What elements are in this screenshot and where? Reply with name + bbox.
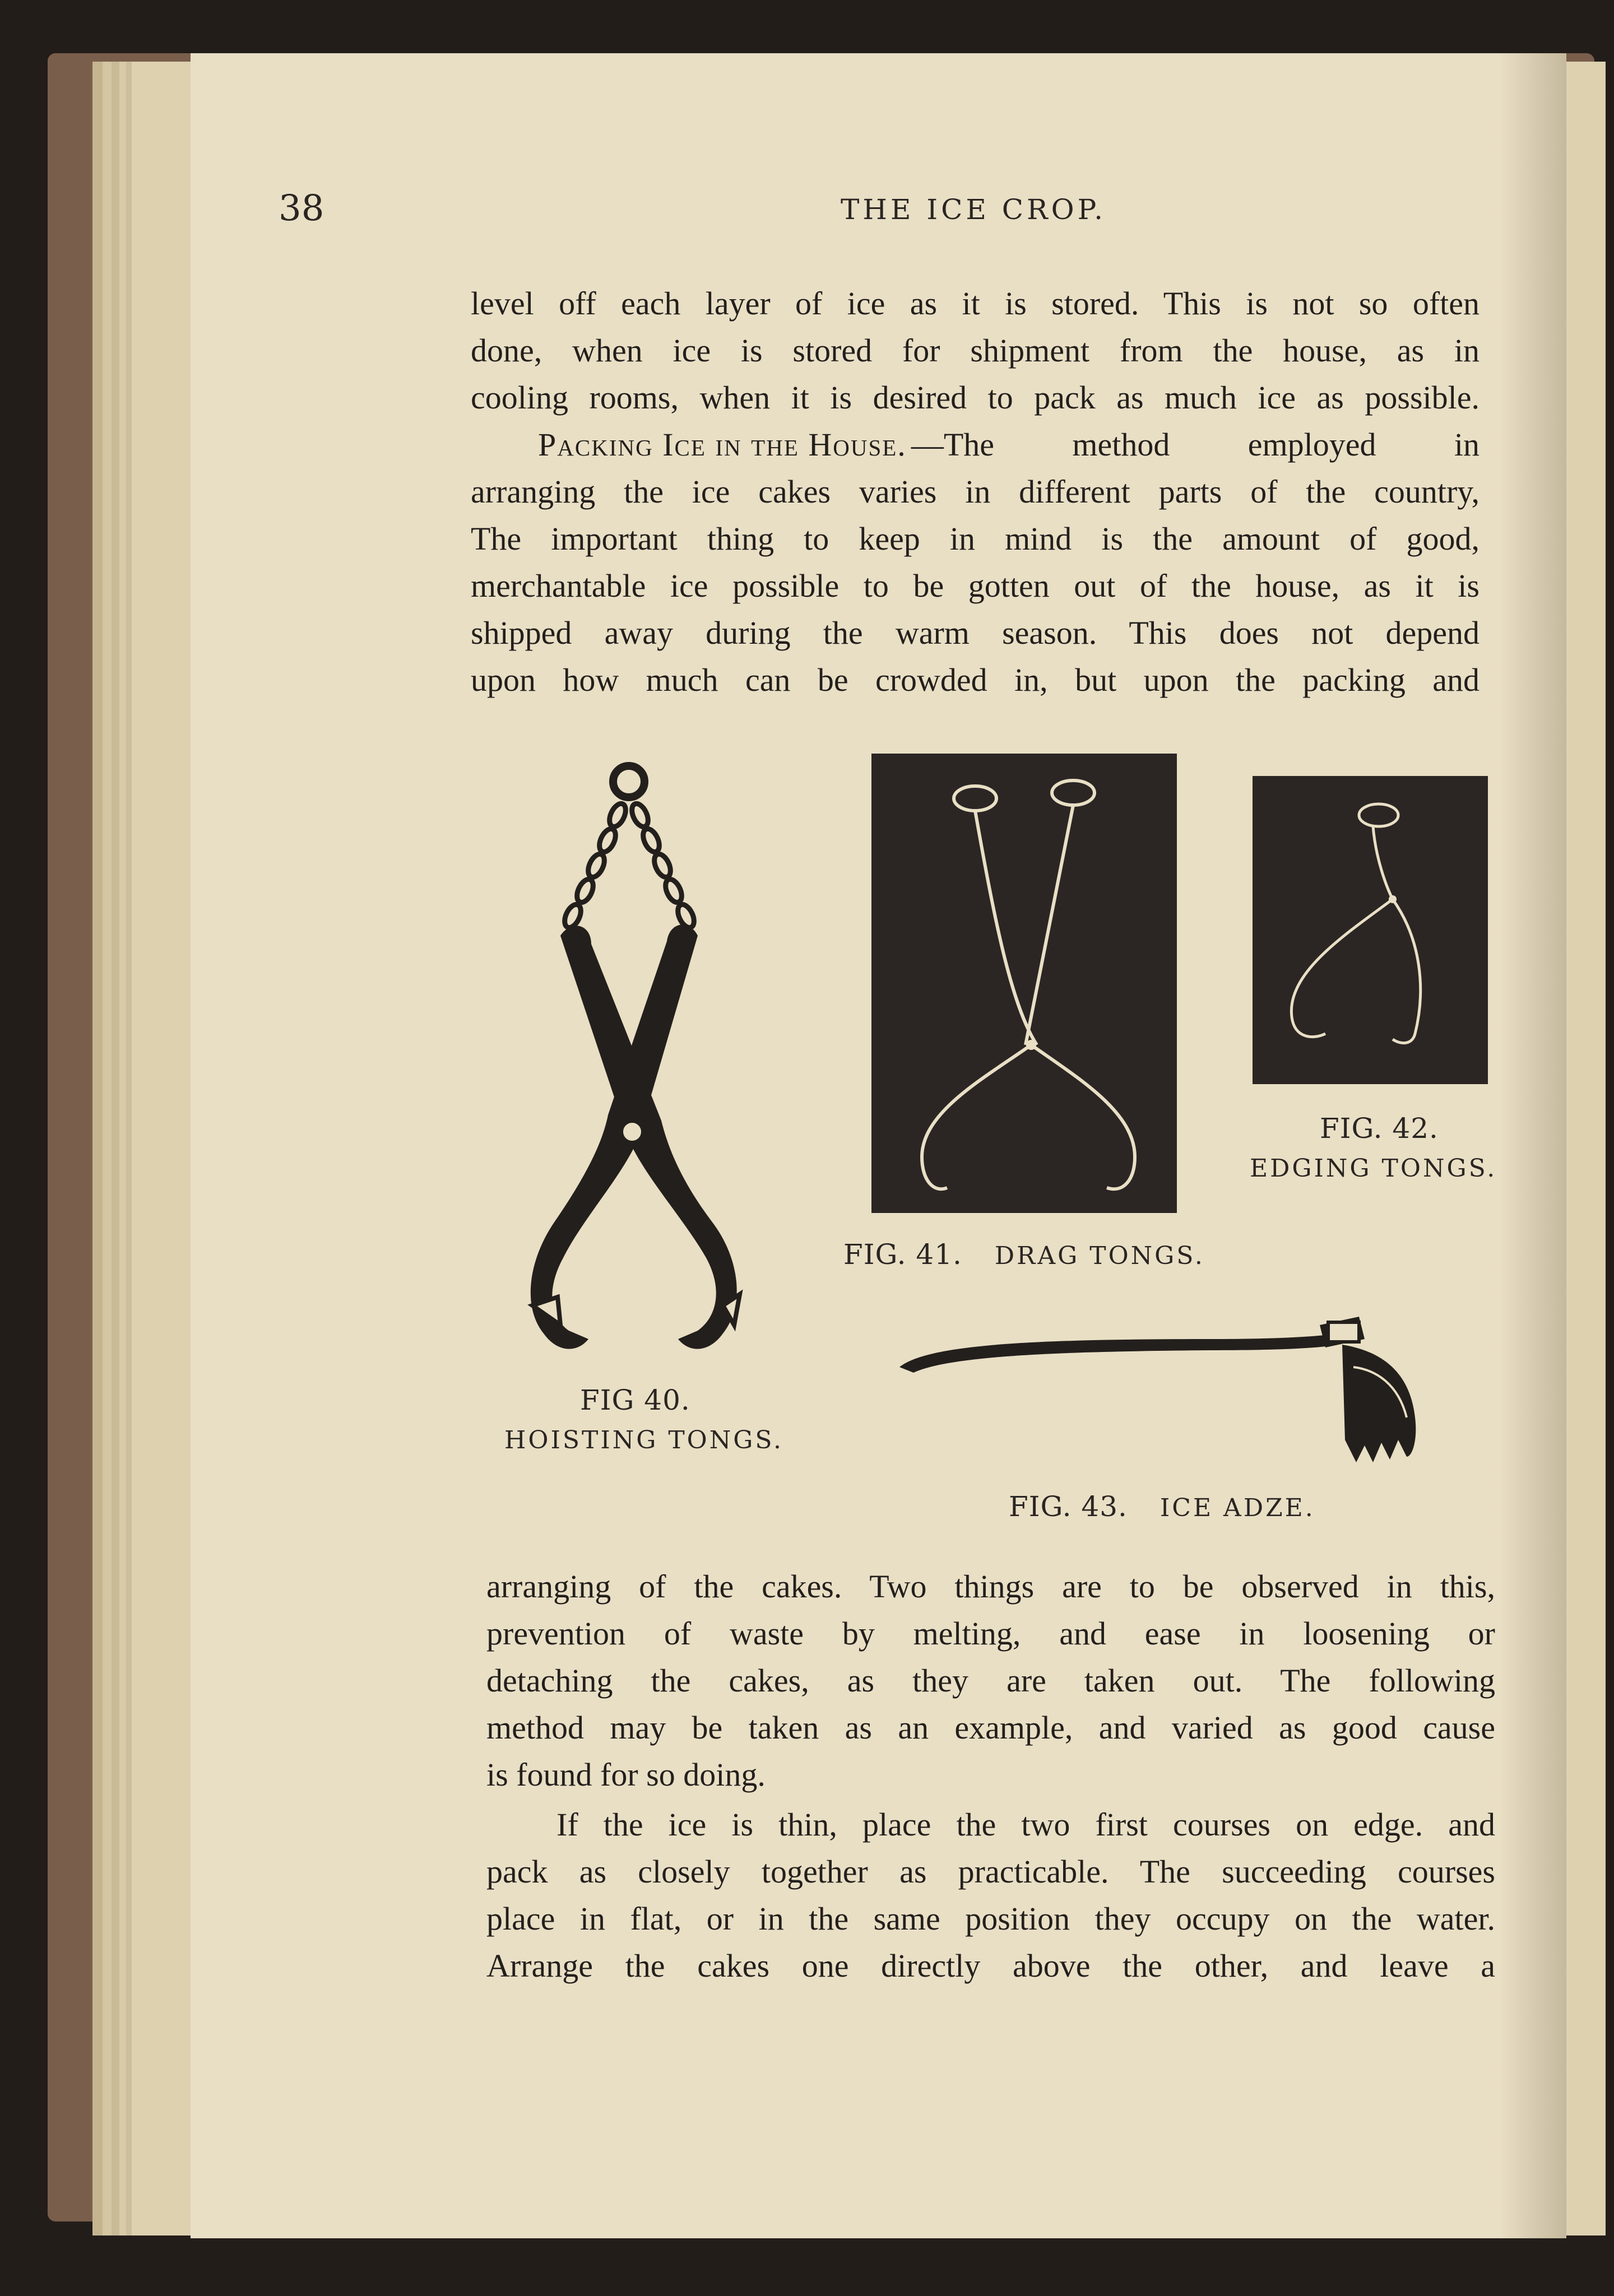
bottom-paragraph-1 xyxy=(486,1563,1495,1798)
fig42-caption xyxy=(1320,1112,1439,1145)
section-first-line xyxy=(471,421,1480,468)
ice-adze-illustration xyxy=(888,1305,1426,1474)
fig43-title: ICE ADZE. xyxy=(1160,1494,1315,1522)
drag-tongs-plate xyxy=(871,754,1177,1213)
text-line: done, when ice is stored for shipment from the house, as in xyxy=(471,332,1480,369)
text-line: place in flat, or in the same position they occupy on the water. xyxy=(486,1900,1495,1937)
fig43-caption xyxy=(1009,1490,1315,1523)
fig41-caption xyxy=(843,1238,1205,1271)
bottom-paragraph-2 xyxy=(486,1801,1495,1990)
edging-tongs-illustration xyxy=(1253,776,1488,1084)
fig41-number: FIG. 41. xyxy=(843,1238,962,1271)
text-line: arranging the ice cakes varies in different parts of the country, xyxy=(471,473,1480,510)
running-head: THE ICE CROP. xyxy=(841,193,1107,226)
text-line: is found for so doing. xyxy=(486,1756,766,1793)
text-line: merchantable ice possible to be gotten out of the house, as it is xyxy=(471,568,1480,604)
fig40-number: FIG 40. xyxy=(580,1384,690,1416)
fig41-title: DRAG TONGS. xyxy=(994,1242,1205,1270)
fig43-number: FIG. 43. xyxy=(1009,1490,1128,1523)
fig40-title: HOISTING TONGS. xyxy=(504,1426,783,1454)
drag-tongs-illustration xyxy=(871,754,1177,1213)
text-line: upon how much can be crowded in, but upon the packing and xyxy=(471,662,1480,698)
edging-tongs-plate xyxy=(1253,776,1488,1084)
top-paragraph xyxy=(471,280,1480,704)
fig42-title: EDGING TONGS. xyxy=(1250,1154,1497,1183)
text-line: arranging of the cakes. Two things are to be observed in this, xyxy=(486,1568,1495,1605)
text-line: detaching the cakes, as they are taken out. The following xyxy=(486,1662,1495,1699)
section-heading: Packing Ice in the House. xyxy=(538,426,907,463)
text-line: The important thing to keep in mind is the amount of good, xyxy=(471,520,1480,557)
fig40-caption xyxy=(580,1384,690,1416)
page-gutter-shade xyxy=(1499,53,1566,2238)
page-number: 38 xyxy=(279,188,324,229)
fig42-number: FIG. 42. xyxy=(1320,1112,1439,1145)
text-line: method may be taken as an example, and varied as good cause xyxy=(486,1709,1495,1746)
text-line: level off each layer of ice as it is stored. This is not so often xyxy=(471,285,1480,322)
text-line: Arrange the cakes one directly above the other, and leave a xyxy=(486,1948,1495,1984)
text-line: If the ice is thin, place the two first courses on edge. and xyxy=(556,1806,1495,1843)
text-line: pack as closely together as practicable. The succeeding courses xyxy=(486,1853,1495,1890)
text-line: shipped away during the warm season. This does not depend xyxy=(471,615,1480,651)
text-line: prevention of waste by melting, and ease in loosening or xyxy=(486,1615,1495,1652)
text-line: cooling rooms, when it is desired to pack as much ice as possible. xyxy=(471,379,1480,416)
hoisting-tongs-illustration xyxy=(476,751,813,1389)
section-heading-continuation: —The method employed in xyxy=(911,426,1480,463)
